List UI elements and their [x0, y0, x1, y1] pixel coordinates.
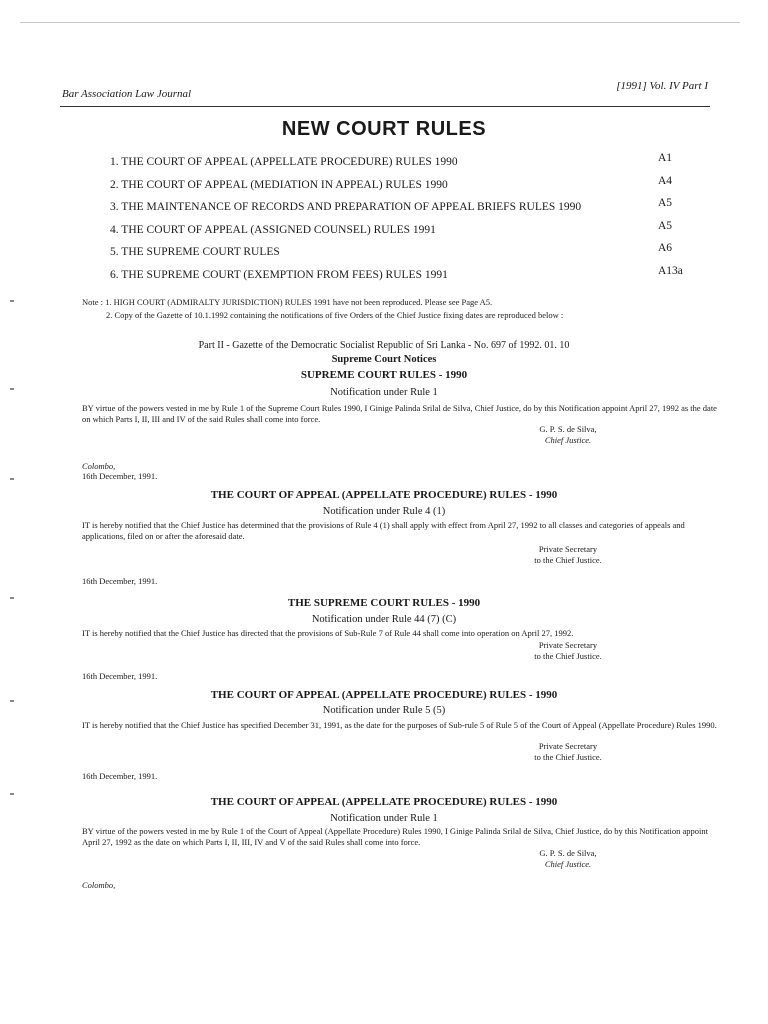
notice-place: Colombo,: [82, 461, 116, 471]
contents-item-page: A5: [658, 219, 673, 232]
notice-date: 16th December, 1991.: [82, 576, 158, 586]
contents-item: [110, 220, 710, 243]
signatory-role: to the Chief Justice.: [534, 651, 602, 661]
note-2: 2. Copy of the Gazette of 10.1.1992 containing the notifications of five Orders of the Chief Justice fixing dates are reproduced below :: [106, 310, 564, 320]
volume-label: [1991] Vol. IV Part I: [616, 80, 708, 92]
page-title: NEW COURT RULES: [281, 118, 487, 140]
scan-margin-mark: [10, 700, 14, 702]
scan-margin-mark: [10, 793, 14, 795]
notice-subtitle: Notification under Rule 5 (5): [322, 705, 446, 716]
note-1: Note : 1. HIGH COURT (ADMIRALTY JURISDICTION) RULES 1991 have not been reproduced. Please see Page A5.: [82, 297, 493, 307]
notice-title: SUPREME COURT RULES - 1990: [300, 369, 468, 381]
contents-item: [110, 152, 710, 175]
contents-item-page: A13a: [658, 264, 683, 277]
notice-subtitle: Notification under Rule 1: [330, 387, 438, 398]
notice-title: THE COURT OF APPEAL (APPELLATE PROCEDURE) RULES - 1990: [210, 689, 558, 701]
notice-title: THE COURT OF APPEAL (APPELLATE PROCEDURE) RULES - 1990: [210, 489, 558, 501]
contents-item-page: A1: [658, 152, 673, 164]
section-heading: Supreme Court Notices: [331, 354, 437, 365]
notice-subtitle: Notification under Rule 44 (7) (C): [311, 614, 457, 625]
notice-subtitle: Notification under Rule 4 (1): [322, 506, 446, 517]
contents-item: [110, 197, 710, 220]
signatory-role: to the Chief Justice.: [534, 752, 602, 762]
contents-item-title: 3. THE MAINTENANCE OF RECORDS AND PREPARATION OF APPEAL BRIEFS RULES 1990: [110, 201, 582, 213]
notice-signature: [508, 424, 628, 446]
scan-top-edge: [20, 22, 740, 23]
contents-item-title: 2. THE COURT OF APPEAL (MEDIATION IN APPEAL) RULES 1990: [110, 178, 448, 191]
notice-date: 16th December, 1991.: [82, 471, 158, 481]
signatory-role: Chief Justice.: [544, 859, 592, 869]
notice-date: 16th December, 1991.: [82, 671, 158, 681]
notice-title: THE SUPREME COURT RULES - 1990: [287, 597, 481, 609]
contents-item: [110, 265, 710, 288]
signatory-role: to the Chief Justice.: [534, 555, 602, 565]
contents-item: [110, 175, 710, 198]
contents-item: [110, 242, 710, 265]
notes-block: [82, 296, 722, 322]
signatory-name: G. P. S. de Silva,: [539, 848, 597, 858]
notice-signature: [508, 741, 628, 763]
scan-margin-mark: [10, 388, 14, 390]
notice-date: 16th December, 1991.: [82, 771, 158, 781]
gazette-reference: Part II - Gazette of the Democratic Socialist Republic of Sri Lanka - No. 697 of 1992. 01. 10: [198, 340, 570, 351]
notice-place: Colombo,: [82, 880, 116, 890]
header-rule: [60, 106, 710, 107]
notice-signature: [508, 848, 628, 870]
signatory-name: Private Secretary: [538, 544, 598, 554]
notice-body: IT is hereby notified that the Chief Justice has determined that the provisions of Rule 4 (1) shall apply with effect from April 27, 1992 to all classes and categories of appeals and applications, filed on or after the aforesaid date.: [82, 520, 685, 541]
contents-item-title: 5. THE SUPREME COURT RULES: [110, 246, 280, 258]
contents-item-title: 6. THE SUPREME COURT (EXEMPTION FROM FEES) RULES 1991: [110, 268, 448, 281]
notice-signature: [508, 640, 628, 662]
notice-title: THE COURT OF APPEAL (APPELLATE PROCEDURE) RULES - 1990: [210, 796, 558, 808]
notice-subtitle: Notification under Rule 1: [330, 813, 438, 824]
notice-body: IT is hereby notified that the Chief Justice has specified December 31, 1991, as the date for the purposes of Sub-rule 5 of Rule 5 of the Court of Appeal (Appellate Procedure) Rules 1990.: [82, 720, 717, 730]
journal-name: Bar Association Law Journal: [62, 88, 192, 100]
contents-item-page: A5: [658, 197, 673, 209]
signatory-name: Private Secretary: [538, 640, 598, 650]
scan-margin-mark: [10, 597, 14, 599]
signatory-name: G. P. S. de Silva,: [539, 424, 597, 434]
scan-margin-mark: [10, 478, 14, 480]
signatory-name: Private Secretary: [538, 741, 598, 751]
contents-list: [110, 152, 710, 287]
contents-item-page: A4: [658, 174, 673, 187]
scan-margin-mark: [10, 300, 14, 302]
contents-item-title: 1. THE COURT OF APPEAL (APPELLATE PROCEDURE) RULES 1990: [110, 156, 458, 168]
signatory-role: Chief Justice.: [544, 435, 592, 445]
contents-item-page: A6: [658, 242, 673, 254]
contents-item-title: 4. THE COURT OF APPEAL (ASSIGNED COUNSEL) RULES 1991: [110, 223, 436, 236]
notice-body: IT is hereby notified that the Chief Justice has directed that the provisions of Sub-Rule 7 of Rule 44 shall come into operation on April 27, 1992.: [82, 628, 574, 638]
notice-body: BY virtue of the powers vested in me by Rule 1 of the Court of Appeal (Appellate Procedure) Rules 1990, I Ginige Palinda Srilal de Silva, Chief Justice, do by this Notification appoint April 27, 1992 as the date on which Parts I, II, III, IV and V of the said Rules shall come into force.: [82, 826, 708, 847]
notice-body: BY virtue of the powers vested in me by Rule 1 of the Supreme Court Rules 1990, I Ginige Palinda Srilal de Silva, Chief Justice, do by this Notification appoint April 27, 1992 as the date on which Parts I, II, III and IV of the said Rules shall come into force.: [82, 403, 717, 424]
notice-signature: [508, 544, 628, 566]
